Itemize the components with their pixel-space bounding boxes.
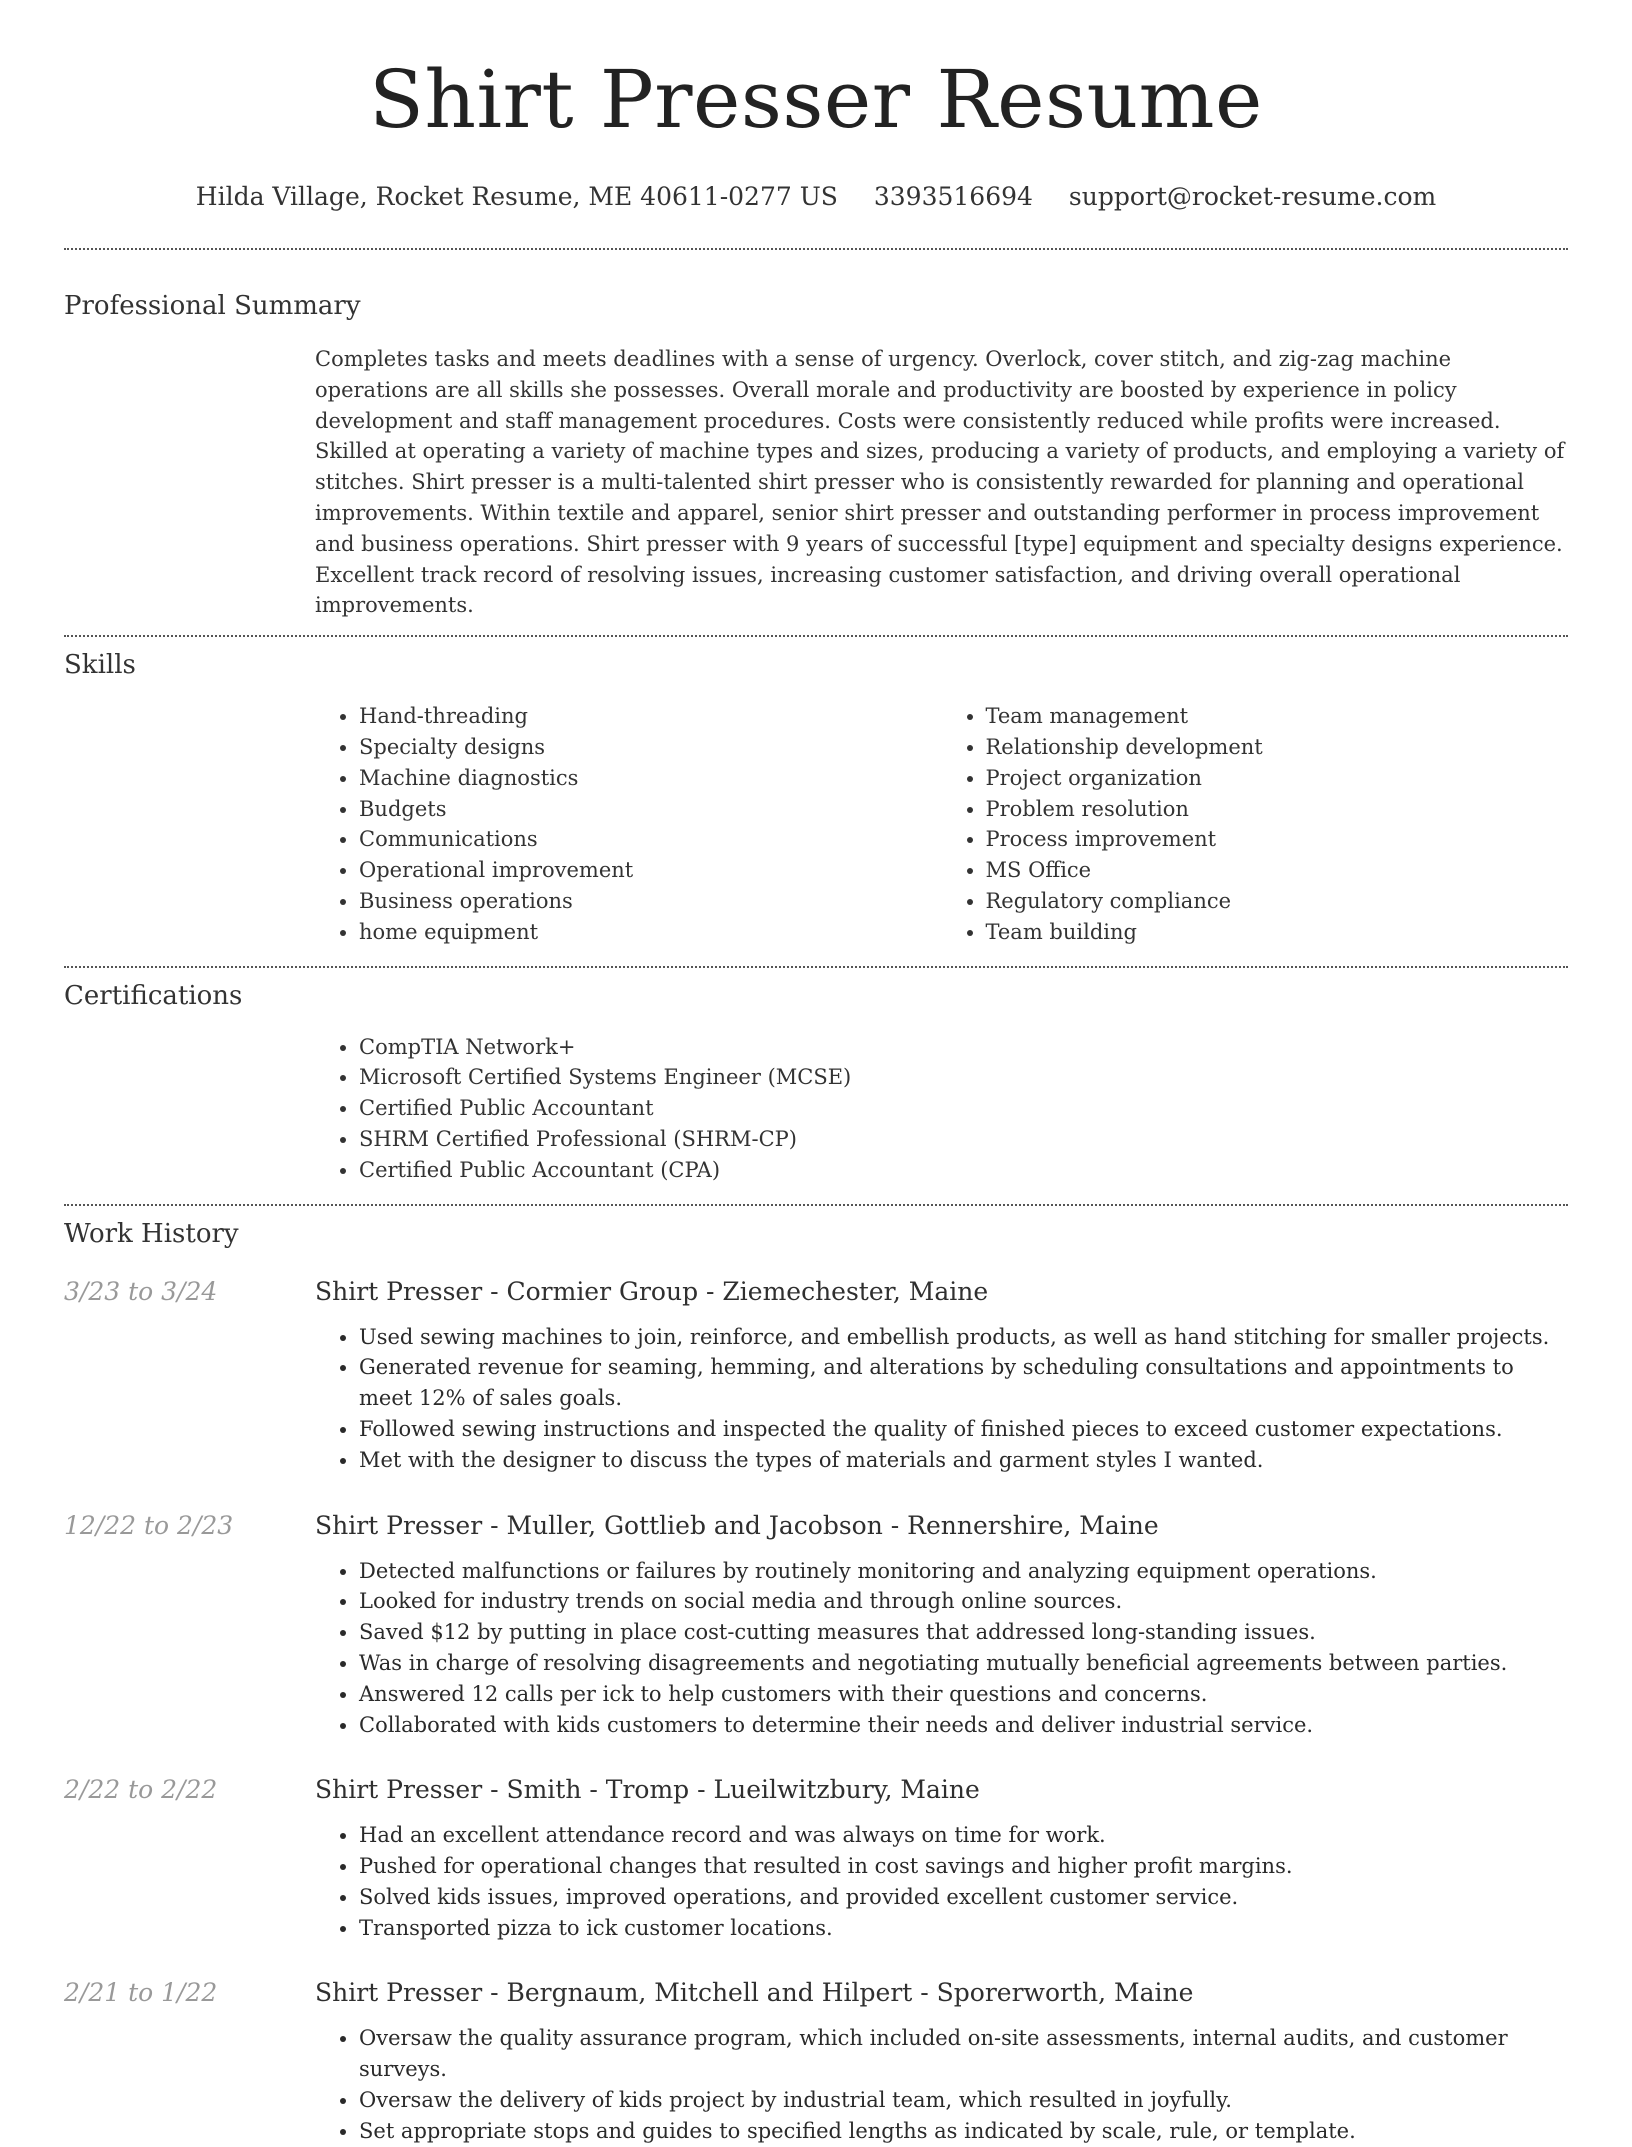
certification-item: • SHRM Certified Professional (SHRM-CP) bbox=[359, 1124, 1568, 1155]
work-dates: 2/21 to 1/22 bbox=[64, 1978, 218, 2008]
certification-item: • Microsoft Certified Systems Engineer (MCSE) bbox=[359, 1062, 1568, 1093]
job-details bbox=[315, 1774, 1568, 1943]
job-bullet: • Solved kids issues, improved operations, and provided excellent customer service. bbox=[359, 1882, 1568, 1913]
summary-text: Completes tasks and meets deadlines with a sense of urgency. Overlock, cover stitch, and zig-zag machine operations are all skills she possesses. Overall morale and productivity are boosted by experience in policy development and staff management procedures. Costs were consistently reduced while profits were increased. Skilled at operating a variety of machine types and sizes, producing a variety of products, and employing a variety of stitches. Shirt presser is a multi-talented shirt presser who is consistently rewarded for planning and operational improvements. Within textile and apparel, senior shirt presser and outstanding performer in process improvement and business operations. Shirt presser with 9 years of successful [type] equipment and specialty designs experience. Excellent track record of resolving issues, increasing customer satisfaction, and driving overall operational improvements. bbox=[315, 347, 1565, 618]
job-bullet: • Oversaw the quality assurance program, which included on-site assessments, internal audits, and customer surveys. bbox=[359, 2023, 1568, 2085]
section-summary bbox=[64, 250, 1568, 635]
resume-page bbox=[64, 0, 1568, 2147]
work-dates: 12/22 to 2/23 bbox=[64, 1510, 234, 1540]
job-bullets bbox=[315, 1322, 1568, 1476]
job-title: Shirt Presser - Bergnaum, Mitchell and Hilpert - Sporerworth, Maine bbox=[315, 1978, 1194, 2008]
job-bullet: • Generated revenue for seaming, hemming, and alterations by scheduling consultations and appointments to meet 12% of sales goals. bbox=[359, 1352, 1568, 1414]
skill-item: • Relationship development bbox=[986, 732, 1569, 763]
contact-address: Hilda Village, Rocket Resume, ME 40611-0277 US bbox=[195, 182, 838, 211]
job-bullet: • Collaborated with kids customers to determine their needs and deliver industrial service. bbox=[359, 1710, 1568, 1741]
work-entry bbox=[64, 1276, 1568, 1476]
job-title: Shirt Presser - Smith - Tromp - Lueilwitzbury, Maine bbox=[315, 1775, 980, 1805]
skill-item: • Operational improvement bbox=[359, 855, 942, 886]
section-skills bbox=[64, 637, 1568, 965]
job-bullet: • Had an excellent attendance record and was always on time for work. bbox=[359, 1820, 1568, 1851]
skill-item: • Problem resolution bbox=[986, 794, 1569, 825]
job-bullet: • Was in charge of resolving disagreements and negotiating mutually beneficial agreements between parties. bbox=[359, 1648, 1568, 1679]
skill-item: • Project organization bbox=[986, 763, 1569, 794]
skill-item: • MS Office bbox=[986, 855, 1569, 886]
section-title-certifications: Certifications bbox=[64, 980, 243, 1011]
skill-item: • Hand-threading bbox=[359, 701, 942, 732]
job-bullet: • Used sewing machines to join, reinforce, and embellish products, as well as hand stitching for smaller projects. bbox=[359, 1322, 1568, 1353]
certifications-content bbox=[315, 1032, 1568, 1186]
contact-email: support@rocket-resume.com bbox=[1068, 182, 1437, 211]
work-entry bbox=[64, 1977, 1568, 2146]
skill-item: • Budgets bbox=[359, 794, 942, 825]
contact-phone: 3393516694 bbox=[873, 182, 1033, 211]
section-certifications bbox=[64, 968, 1568, 1204]
job-bullet: • Looked for industry trends on social media and through online sources. bbox=[359, 1586, 1568, 1617]
job-bullet: • Pushed for operational changes that resulted in cost savings and higher profit margins. bbox=[359, 1851, 1568, 1882]
resume-title: Shirt Presser Resume bbox=[369, 53, 1263, 146]
skill-item: • home equipment bbox=[359, 917, 942, 948]
section-title-summary: Professional Summary bbox=[64, 291, 361, 321]
skill-item: • Communications bbox=[359, 824, 942, 855]
skill-item: • Regulatory compliance bbox=[986, 886, 1569, 917]
work-entry bbox=[64, 1510, 1568, 1741]
section-title-work-history: Work History bbox=[64, 1218, 239, 1249]
job-bullet: • Followed sewing instructions and inspected the quality of finished pieces to exceed customer expectations. bbox=[359, 1414, 1568, 1445]
job-details bbox=[315, 1977, 1568, 2146]
job-details bbox=[315, 1276, 1568, 1476]
certification-item: • Certified Public Accountant (CPA) bbox=[359, 1155, 1568, 1186]
skill-item: • Specialty designs bbox=[359, 732, 942, 763]
job-bullet: • Met with the designer to discuss the types of materials and garment styles I wanted. bbox=[359, 1445, 1568, 1476]
skills-columns bbox=[315, 701, 1568, 947]
certification-item: • Certified Public Accountant bbox=[359, 1093, 1568, 1124]
skill-item: • Business operations bbox=[359, 886, 942, 917]
work-dates: 3/23 to 3/24 bbox=[64, 1276, 218, 1306]
job-bullets bbox=[315, 2023, 1568, 2146]
job-bullet: • Answered 12 calls per ick to help customers with their questions and concerns. bbox=[359, 1679, 1568, 1710]
certifications-list bbox=[315, 1032, 1568, 1186]
section-title-skills: Skills bbox=[64, 650, 136, 681]
job-bullet: • Oversaw the delivery of kids project by industrial team, which resulted in joyfully. bbox=[359, 2085, 1568, 2116]
skill-item: • Team building bbox=[986, 917, 1569, 948]
work-dates: 2/22 to 2/22 bbox=[64, 1775, 218, 1805]
job-bullet: • Transported pizza to ick customer locations. bbox=[359, 1913, 1568, 1944]
job-bullet: • Detected malfunctions or failures by routinely monitoring and analyzing equipment operations. bbox=[359, 1556, 1568, 1587]
skill-item: • Process improvement bbox=[986, 824, 1569, 855]
skills-list-left bbox=[315, 701, 942, 947]
skills-list-right bbox=[942, 701, 1569, 947]
contact-line bbox=[64, 182, 1568, 212]
skill-item: • Team management bbox=[986, 701, 1569, 732]
job-title: Shirt Presser - Cormier Group - Ziemechester, Maine bbox=[315, 1276, 989, 1306]
job-details bbox=[315, 1510, 1568, 1741]
job-bullet: • Saved $12 by putting in place cost-cutting measures that addressed long-standing issues. bbox=[359, 1617, 1568, 1648]
job-bullets bbox=[315, 1820, 1568, 1943]
job-bullet: • Set appropriate stops and guides to specified lengths as indicated by scale, rule, or template. bbox=[359, 2116, 1568, 2147]
certification-item: • CompTIA Network+ bbox=[359, 1032, 1568, 1063]
work-entry bbox=[64, 1774, 1568, 1943]
job-bullets bbox=[315, 1556, 1568, 1741]
skill-item: • Machine diagnostics bbox=[359, 763, 942, 794]
section-work-history bbox=[64, 1206, 1568, 2147]
job-title: Shirt Presser - Muller, Gottlieb and Jacobson - Rennershire, Maine bbox=[315, 1510, 1159, 1540]
